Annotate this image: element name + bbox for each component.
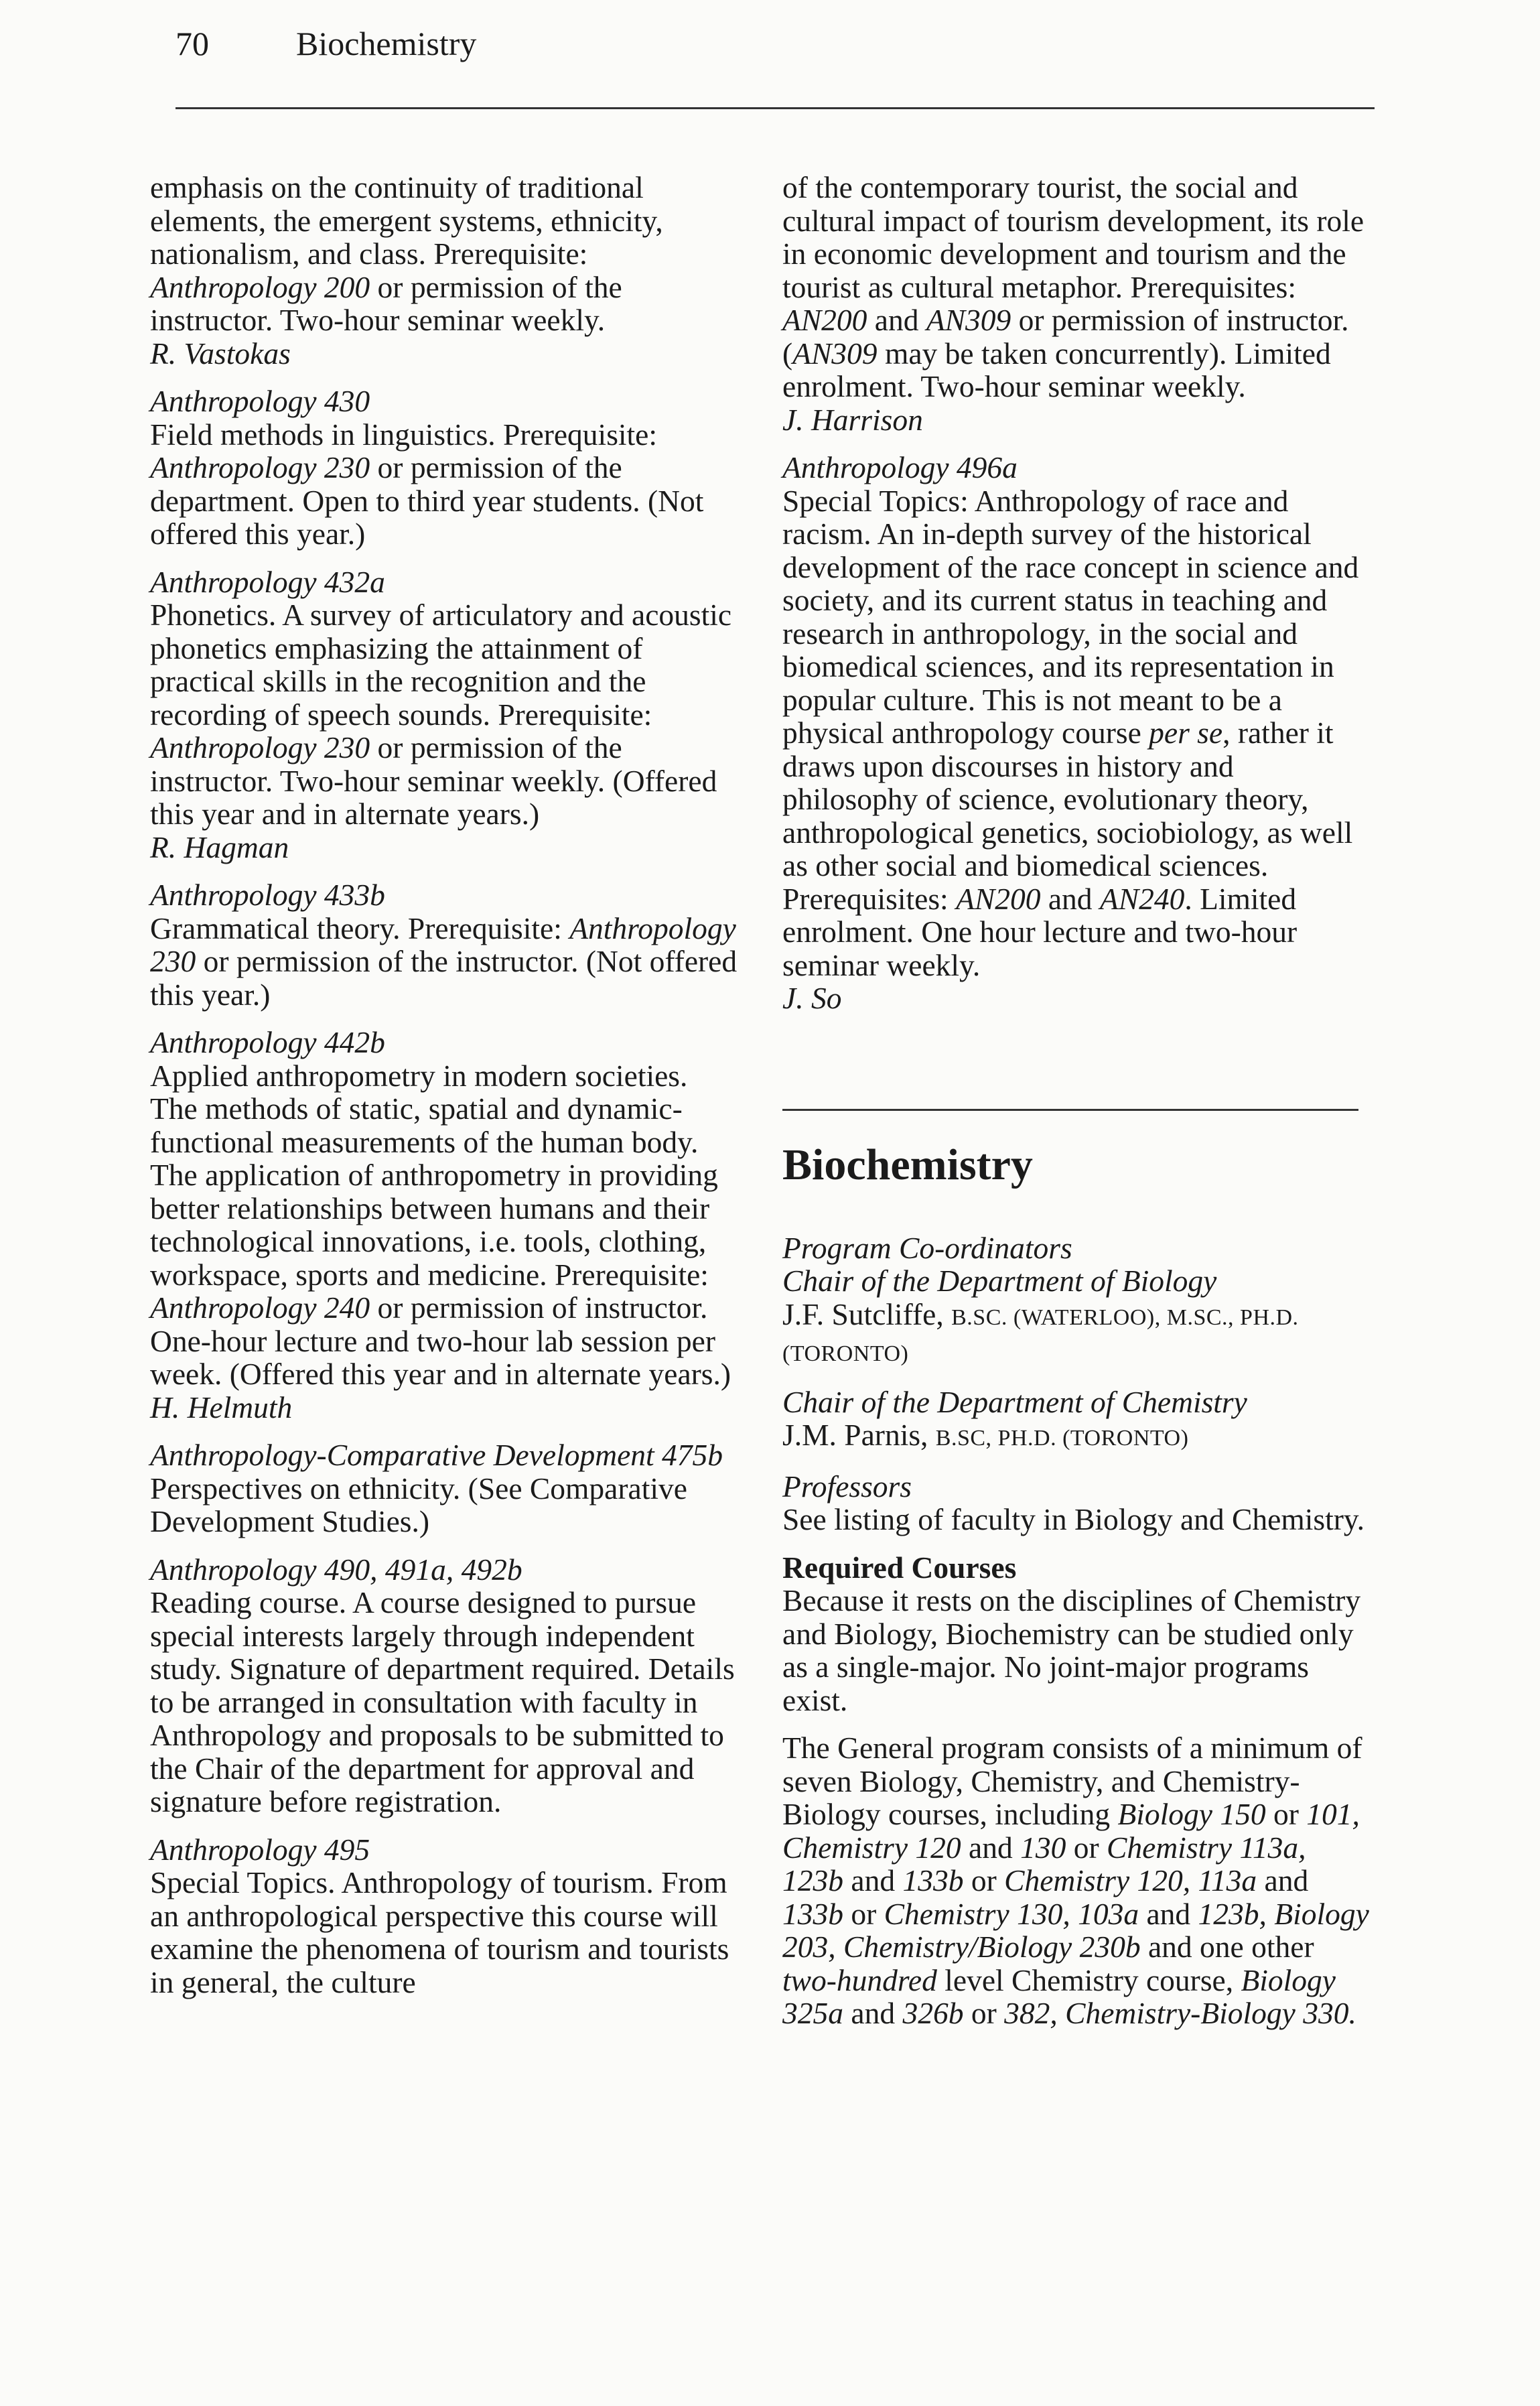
course-ref: Chemistry 113a, 123b xyxy=(782,1830,1306,1897)
entry-text xyxy=(150,171,740,337)
course-title: Anthropology 495 xyxy=(150,1832,370,1867)
instructor: R. Vastokas xyxy=(150,336,291,371)
text: and xyxy=(851,1863,896,1897)
faculty-degrees: B.SC. (WATERLOO), M.SC., PH.D. (TORONTO) xyxy=(782,1305,1299,1366)
course-title: Anthropology 442b xyxy=(150,1025,385,1059)
text: or xyxy=(1273,1797,1299,1831)
section-divider xyxy=(782,1109,1358,1111)
course-entry-495-continued xyxy=(782,171,1372,436)
instructor: J. Harrison xyxy=(782,402,923,437)
course-ref: Biology 150 xyxy=(1117,1797,1266,1831)
professors-text: See listing of faculty in Biology and Chemistry. xyxy=(782,1502,1365,1536)
general-program-text xyxy=(782,1731,1372,2030)
professors-label: Professors xyxy=(782,1469,912,1503)
course-entry-495 xyxy=(150,1833,740,1999)
course-description: Special Topics. Anthropology of tourism. From an anthropological perspective this course will examine the phenomena of tourism and tourists in general, the culture xyxy=(150,1865,729,1999)
chair-chemistry xyxy=(782,1386,1372,1455)
text: Grammatical theory. Prerequisite: xyxy=(150,911,562,945)
course-ref: 326b xyxy=(902,1996,964,2030)
instructor: R. Hagman xyxy=(150,829,289,864)
text: or xyxy=(971,1996,997,2030)
page-number: 70 xyxy=(176,25,209,62)
course-entry-496a xyxy=(782,451,1372,1015)
course-description: Perspectives on ethnicity. (See Comparative Development Studies.) xyxy=(150,1471,687,1538)
text: and xyxy=(874,303,919,337)
required-courses-title: Required Courses xyxy=(782,1550,1017,1585)
section-title: Biochemistry xyxy=(782,1140,1033,1189)
course-ref: Anthropology 230 xyxy=(150,450,370,484)
text: or permission of the instructor. (Not offered this year.) xyxy=(150,944,738,1012)
text: and xyxy=(1264,1863,1309,1897)
instructor: H. Helmuth xyxy=(150,1390,293,1424)
required-courses-text: Because it rests on the disciplines of Chemistry and Biology, Biochemistry can be studied only as a single-major. No joint-major programs exist. xyxy=(782,1583,1361,1717)
faculty-name: J.M. Parnis, xyxy=(782,1418,928,1452)
course-description xyxy=(782,171,1372,403)
course-description xyxy=(150,598,740,831)
course-description xyxy=(782,484,1372,982)
course-entry-432a xyxy=(150,565,740,864)
course-description xyxy=(150,1059,740,1391)
text: . Limited enrolment. One hour lecture and two-hour seminar weekly. xyxy=(782,881,1298,982)
text: or permission of the department. Open to third year students. (Not offered this year.) xyxy=(150,450,704,551)
text: The General program consists of a minimum of seven Biology, Chemistry, and Chemistry-Biology courses, including xyxy=(782,1731,1362,1831)
course-title: Anthropology-Comparative Development 475b xyxy=(150,1438,723,1472)
running-head xyxy=(176,20,476,67)
course-ref: AN309 xyxy=(926,303,1011,337)
course-ref: Chemistry 130, 103a xyxy=(884,1896,1139,1931)
course-ref: 123b, Biology 203, Chemistry/Biology 230b xyxy=(782,1896,1369,1964)
course-entry-433b xyxy=(150,878,740,1011)
text: and xyxy=(969,1830,1013,1865)
course-title: Anthropology 433b xyxy=(150,878,385,912)
running-title: Biochemistry xyxy=(296,25,477,62)
text: and xyxy=(1048,881,1093,916)
course-ref: 130 xyxy=(1020,1830,1066,1865)
course-ref: AN309 xyxy=(792,336,878,371)
course-ref: AN200 xyxy=(956,881,1041,916)
course-ref: Biology 325a xyxy=(782,1962,1336,2030)
course-description xyxy=(150,418,740,551)
text: and xyxy=(851,1996,896,2030)
header-rule xyxy=(176,107,1375,109)
course-entry-442b xyxy=(150,1026,740,1424)
text: of the contemporary tourist, the social and cultural impact of tourism development, its role in economic development and tourism and the tourist as cultural metaphor. Prerequisites: xyxy=(782,170,1364,304)
text: and one other xyxy=(1147,1930,1314,1964)
text: or permission of the instructor. Two-hour seminar weekly. (Offered this year and in alternate years.) xyxy=(150,730,717,831)
text: emphasis on the continuity of traditional elements, the emergent systems, ethnicity, nationalism, and class. Prerequisite: xyxy=(150,170,663,271)
coordinator-parnis xyxy=(782,1418,1372,1455)
text: or permission of the instructor. Two-hour seminar weekly. xyxy=(150,269,622,337)
text: may be taken concurrently). Limited enrolment. Two-hour seminar weekly. xyxy=(782,336,1331,403)
course-title: Anthropology 432a xyxy=(150,564,385,599)
text: or permission of instructor. ( xyxy=(782,303,1349,371)
emphasis: per se xyxy=(1149,716,1223,750)
text: and xyxy=(1146,1896,1191,1931)
required-courses xyxy=(782,1551,1372,1717)
text: Special Topics: Anthropology of race and racism. An in-depth survey of the historical development of the race concept in science and society, and its current status in teaching and research in anthropology, in the social and biomedical sciences, and its representation in popular culture. This is not meant to be a physical anthropology course xyxy=(782,483,1359,750)
chair-chemistry-label: Chair of the Department of Chemistry xyxy=(782,1384,1247,1419)
chair-biology-label: Chair of the Department of Biology xyxy=(782,1264,1217,1298)
instructor: J. So xyxy=(782,981,842,1015)
course-description: Reading course. A course designed to pursue special interests largely through independent study. Signature of department required. Details to be arranged in consultation with faculty in Anthropology and proposals to be submitted to the Chair of the department for approval and signature before registration. xyxy=(150,1585,735,1818)
faculty-degrees: B.SC, PH.D. (TORONTO) xyxy=(935,1426,1189,1451)
coordinator-sutcliffe xyxy=(782,1298,1372,1371)
course-title: Anthropology 496a xyxy=(782,450,1018,484)
coordinators-label: Program Co-ordinators xyxy=(782,1230,1072,1265)
professors xyxy=(782,1470,1372,1536)
course-ref: two-hundred xyxy=(782,1962,937,1997)
right-column xyxy=(782,171,1372,2045)
text: or permission of instructor. One-hour lecture and two-hour lab session per week. (Offered this year and in alternate years.) xyxy=(150,1290,731,1391)
course-ref: Anthropology 230 xyxy=(150,730,370,764)
left-column xyxy=(150,171,740,2013)
text: Applied anthropometry in modern societies. The methods of static, spatial and dynamic-functional measurements of the human body. The application of anthropometry in providing better relationships between humans and their technological innovations, i.e. tools, clothing, workspace, sports and medicine. Prerequisite: xyxy=(150,1058,718,1292)
course-entry-430 xyxy=(150,385,740,551)
course-entry-475b xyxy=(150,1439,740,1538)
course-ref: 133b xyxy=(782,1896,843,1931)
continued-entry xyxy=(150,171,740,370)
faculty-name: J.F. Sutcliffe, xyxy=(782,1296,944,1331)
course-ref: Anthropology 230 xyxy=(150,911,736,978)
course-entry-490 xyxy=(150,1553,740,1818)
course-description xyxy=(150,912,740,1012)
program-coordinators xyxy=(782,1231,1372,1371)
course-ref: Chemistry 120, 113a xyxy=(1004,1863,1257,1897)
text: or xyxy=(1073,1830,1099,1865)
course-ref: 382, Chemistry-Biology 330. xyxy=(1004,1996,1356,2030)
text: or xyxy=(971,1863,997,1897)
course-ref: AN240 xyxy=(1099,881,1185,916)
text: or xyxy=(851,1896,877,1931)
course-ref: Anthropology 240 xyxy=(150,1290,370,1325)
course-ref: 133b xyxy=(902,1863,964,1897)
course-title: Anthropology 490, 491a, 492b xyxy=(150,1552,522,1587)
text: Phonetics. A survey of articulatory and acoustic phonetics emphasizing the attainment of practical skills in the recognition and the recording of speech sounds. Prerequisite: xyxy=(150,598,732,732)
course-ref: Anthropology 200 xyxy=(150,269,370,304)
course-title: Anthropology 430 xyxy=(150,384,370,418)
text: Field methods in linguistics. Prerequisite: xyxy=(150,417,658,452)
text: , rather it draws upon discourses in history and philosophy of science, evolutionary theory, anthropological genetics, sociobiology, as well as other social and biomedical sciences. Prerequisites: xyxy=(782,716,1353,916)
course-ref: 101, Chemistry 120 xyxy=(782,1797,1360,1865)
text: level Chemistry course, xyxy=(944,1962,1234,1997)
course-ref: AN200 xyxy=(782,303,867,337)
general-program xyxy=(782,1731,1372,2030)
